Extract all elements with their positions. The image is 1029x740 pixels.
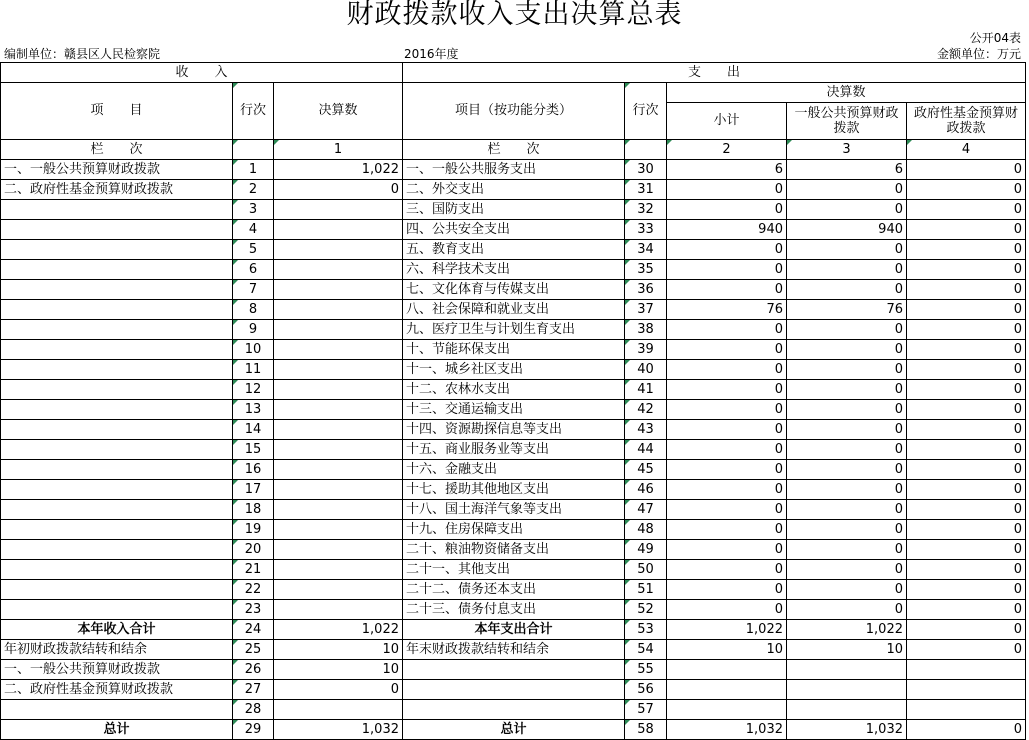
general-budget-cell: 0	[787, 560, 907, 580]
subtotal-cell: 0	[667, 340, 787, 360]
expense-row-number-cell: 52	[625, 600, 667, 620]
general-budget-cell: 0	[787, 360, 907, 380]
general-budget-cell: 0	[787, 460, 907, 480]
income-item-cell	[1, 500, 233, 520]
income-row-number-cell: 16	[233, 460, 274, 480]
fund-budget-cell: 0	[907, 200, 1026, 220]
general-budget-cell	[787, 700, 907, 720]
income-amount-cell	[274, 200, 403, 220]
subtotal-cell: 76	[667, 300, 787, 320]
income-item-cell: 本年收入合计	[1, 620, 233, 640]
subtotal-cell: 0	[667, 360, 787, 380]
expense-row-number-cell: 35	[625, 260, 667, 280]
income-row-number-cell: 7	[233, 280, 274, 300]
expense-header: 支 出	[403, 63, 1026, 83]
expense-item-cell: 十一、城乡社区支出	[403, 360, 625, 380]
expense-item-cell: 二十三、债务付息支出	[403, 600, 625, 620]
fund-budget-cell: 0	[907, 220, 1026, 240]
income-row-number-cell: 18	[233, 500, 274, 520]
subtotal-cell: 0	[667, 400, 787, 420]
fund-budget-header: 政府性基金预算财政拨款	[907, 103, 1026, 140]
table-row	[1, 500, 1026, 520]
income-item-cell	[1, 360, 233, 380]
fund-budget-cell: 0	[907, 380, 1026, 400]
income-amount-cell	[274, 280, 403, 300]
income-amount-cell	[274, 700, 403, 720]
income-item-cell	[1, 380, 233, 400]
general-budget-cell: 0	[787, 240, 907, 260]
income-item-cell	[1, 540, 233, 560]
general-budget-cell: 0	[787, 400, 907, 420]
income-row-number-cell: 10	[233, 340, 274, 360]
income-row-number-cell: 14	[233, 420, 274, 440]
income-row-no-header: 行次	[233, 83, 274, 140]
expense-row-number-cell: 37	[625, 300, 667, 320]
income-amount-cell: 0	[274, 180, 403, 200]
subtotal-cell: 0	[667, 200, 787, 220]
income-item-cell	[1, 200, 233, 220]
income-item-cell	[1, 520, 233, 540]
income-amount-cell	[274, 400, 403, 420]
income-amount-cell: 0	[274, 680, 403, 700]
expense-row-no-header: 行次	[625, 83, 667, 140]
table-row	[1, 680, 1026, 700]
table-row	[1, 700, 1026, 720]
fund-budget-cell: 0	[907, 320, 1026, 340]
expense-row-number-cell: 53	[625, 620, 667, 640]
expense-row-number-cell: 47	[625, 500, 667, 520]
table-row	[1, 400, 1026, 420]
income-amount-cell	[274, 480, 403, 500]
income-item-cell	[1, 280, 233, 300]
income-row-number-cell: 23	[233, 600, 274, 620]
income-item-cell	[1, 260, 233, 280]
expense-item-cell: 十七、援助其他地区支出	[403, 480, 625, 500]
income-amount-cell	[274, 220, 403, 240]
table-row	[1, 220, 1026, 240]
table-row	[1, 300, 1026, 320]
income-amount-cell	[274, 340, 403, 360]
expense-row-number-cell: 49	[625, 540, 667, 560]
expense-item-cell: 十八、国土海洋气象等支出	[403, 500, 625, 520]
currency-unit: 金额单位：万元	[936, 47, 1021, 61]
fund-budget-cell	[907, 700, 1026, 720]
expense-row-number-cell: 41	[625, 380, 667, 400]
income-item-cell	[1, 440, 233, 460]
general-budget-cell: 1,032	[787, 720, 907, 740]
expense-item-cell: 七、文化体育与传媒支出	[403, 280, 625, 300]
income-amount-cell	[274, 540, 403, 560]
expense-item-cell: 十九、住房保障支出	[403, 520, 625, 540]
table-row	[1, 540, 1026, 560]
general-budget-cell: 0	[787, 340, 907, 360]
expense-item-cell: 十三、交通运输支出	[403, 400, 625, 420]
table-row	[1, 240, 1026, 260]
fund-budget-cell: 0	[907, 260, 1026, 280]
table-row	[1, 380, 1026, 400]
income-amount-cell	[274, 580, 403, 600]
income-row-number-cell: 24	[233, 620, 274, 640]
fiscal-year: 2016年度	[404, 47, 459, 61]
fund-budget-cell: 0	[907, 460, 1026, 480]
expense-row-number-cell: 56	[625, 680, 667, 700]
fund-budget-cell	[907, 680, 1026, 700]
income-row-number-cell: 28	[233, 700, 274, 720]
fund-budget-cell: 0	[907, 640, 1026, 660]
expense-item-cell: 六、科学技术支出	[403, 260, 625, 280]
fund-budget-cell: 0	[907, 300, 1026, 320]
income-item-cell	[1, 220, 233, 240]
table-row	[1, 360, 1026, 380]
column-1-label: 1	[274, 140, 403, 160]
income-item-cell	[1, 700, 233, 720]
income-item-header: 项 目	[1, 83, 233, 140]
fund-budget-cell: 0	[907, 480, 1026, 500]
table-row	[1, 180, 1026, 200]
subtotal-cell: 0	[667, 600, 787, 620]
expense-item-cell: 十四、资源勘探信息等支出	[403, 420, 625, 440]
table-row	[1, 460, 1026, 480]
fund-budget-cell: 0	[907, 520, 1026, 540]
income-item-cell: 一、一般公共预算财政拨款	[1, 660, 233, 680]
expense-item-cell: 十六、金融支出	[403, 460, 625, 480]
expense-row-number-cell: 33	[625, 220, 667, 240]
subtotal-cell: 0	[667, 520, 787, 540]
expense-item-cell: 四、公共安全支出	[403, 220, 625, 240]
income-amount-cell: 1,032	[274, 720, 403, 740]
income-column-label: 栏 次	[1, 140, 233, 160]
expense-item-cell	[403, 660, 625, 680]
general-budget-cell: 0	[787, 380, 907, 400]
expense-item-cell: 年末财政拨款结转和结余	[403, 640, 625, 660]
expense-item-cell: 一、一般公共服务支出	[403, 160, 625, 180]
fund-budget-cell: 0	[907, 720, 1026, 740]
final-amount-group-header: 决算数	[667, 83, 1026, 103]
income-amount-cell	[274, 360, 403, 380]
income-row-number-cell: 27	[233, 680, 274, 700]
income-item-cell	[1, 580, 233, 600]
general-budget-cell: 0	[787, 280, 907, 300]
income-amount-cell	[274, 440, 403, 460]
expense-row-number-cell: 30	[625, 160, 667, 180]
expense-row-number-cell: 45	[625, 460, 667, 480]
income-amount-cell	[274, 600, 403, 620]
expense-row-number-cell: 34	[625, 240, 667, 260]
general-budget-cell: 0	[787, 480, 907, 500]
income-item-cell: 一、一般公共预算财政拨款	[1, 160, 233, 180]
subtotal-cell	[667, 680, 787, 700]
table-row	[1, 280, 1026, 300]
expense-item-cell	[403, 680, 625, 700]
expense-row-number-cell: 43	[625, 420, 667, 440]
income-amount-cell: 1,022	[274, 160, 403, 180]
income-row-number-cell: 21	[233, 560, 274, 580]
income-row-number-cell: 4	[233, 220, 274, 240]
subtotal-cell	[667, 700, 787, 720]
income-row-number-cell: 2	[233, 180, 274, 200]
subtotal-cell: 0	[667, 580, 787, 600]
expense-row-number-cell: 42	[625, 400, 667, 420]
income-item-cell: 二、政府性基金预算财政拨款	[1, 180, 233, 200]
table-row	[1, 580, 1026, 600]
fund-budget-cell: 0	[907, 500, 1026, 520]
subtotal-cell: 0	[667, 320, 787, 340]
general-budget-cell: 0	[787, 580, 907, 600]
income-item-cell	[1, 480, 233, 500]
income-item-cell	[1, 560, 233, 580]
income-row-number-cell: 11	[233, 360, 274, 380]
subtotal-cell: 10	[667, 640, 787, 660]
expense-item-cell: 十二、农林水支出	[403, 380, 625, 400]
expense-row-number-cell: 39	[625, 340, 667, 360]
expense-row-number-cell: 44	[625, 440, 667, 460]
expense-item-cell: 二十二、债务还本支出	[403, 580, 625, 600]
expense-row-number-cell: 57	[625, 700, 667, 720]
compiling-unit: 编制单位：赣县区人民检察院	[4, 47, 161, 61]
general-budget-cell	[787, 660, 907, 680]
general-budget-cell: 0	[787, 420, 907, 440]
table-row	[1, 520, 1026, 540]
subtotal-cell: 6	[667, 160, 787, 180]
income-row-number-cell: 15	[233, 440, 274, 460]
table-row	[1, 440, 1026, 460]
expense-row-number-cell: 38	[625, 320, 667, 340]
fund-budget-cell	[907, 660, 1026, 680]
table-row	[1, 560, 1026, 580]
income-amount-cell	[274, 240, 403, 260]
income-item-cell	[1, 460, 233, 480]
table-row	[1, 200, 1026, 220]
subtotal-cell: 0	[667, 480, 787, 500]
expense-item-cell: 本年支出合计	[403, 620, 625, 640]
general-budget-cell: 76	[787, 300, 907, 320]
general-budget-cell: 0	[787, 260, 907, 280]
income-row-number-cell: 20	[233, 540, 274, 560]
subtotal-cell: 0	[667, 460, 787, 480]
table-row	[1, 620, 1026, 640]
fund-budget-cell: 0	[907, 580, 1026, 600]
budget-summary-table	[0, 62, 1026, 740]
expense-row-number-cell: 40	[625, 360, 667, 380]
income-amount-cell	[274, 520, 403, 540]
expense-item-cell: 二、外交支出	[403, 180, 625, 200]
expense-column-label: 栏 次	[403, 140, 625, 160]
column-2-label: 2	[667, 140, 787, 160]
income-item-cell	[1, 340, 233, 360]
expense-item-cell: 九、医疗卫生与计划生育支出	[403, 320, 625, 340]
expense-row-number-cell: 54	[625, 640, 667, 660]
expense-item-cell: 二十一、其他支出	[403, 560, 625, 580]
income-item-cell	[1, 600, 233, 620]
subtotal-cell: 0	[667, 180, 787, 200]
expense-row-number-cell: 51	[625, 580, 667, 600]
income-row-number-cell: 6	[233, 260, 274, 280]
table-row	[1, 160, 1026, 180]
table-row	[1, 660, 1026, 680]
expense-item-cell: 五、教育支出	[403, 240, 625, 260]
general-budget-cell: 10	[787, 640, 907, 660]
report-title: 财政拨款收入支出决算总表	[346, 0, 683, 30]
expense-row-number-cell: 46	[625, 480, 667, 500]
income-amount-header: 决算数	[274, 83, 403, 140]
table-row	[1, 640, 1026, 660]
general-budget-cell: 0	[787, 440, 907, 460]
table-row	[1, 600, 1026, 620]
subtotal-header: 小计	[667, 103, 787, 140]
form-code: 公开04表	[969, 31, 1021, 45]
table-row	[1, 720, 1026, 740]
income-column-blank	[233, 140, 274, 160]
expense-item-cell: 八、社会保障和就业支出	[403, 300, 625, 320]
general-budget-cell	[787, 680, 907, 700]
table-row	[1, 480, 1026, 500]
table-row	[1, 420, 1026, 440]
income-row-number-cell: 9	[233, 320, 274, 340]
income-amount-cell: 10	[274, 660, 403, 680]
subtotal-cell: 0	[667, 560, 787, 580]
expense-row-number-cell: 50	[625, 560, 667, 580]
expense-item-cell: 十、节能环保支出	[403, 340, 625, 360]
expense-column-blank	[625, 140, 667, 160]
income-item-cell	[1, 320, 233, 340]
income-amount-cell	[274, 380, 403, 400]
fund-budget-cell: 0	[907, 340, 1026, 360]
income-row-number-cell: 26	[233, 660, 274, 680]
income-amount-cell	[274, 560, 403, 580]
income-amount-cell	[274, 500, 403, 520]
income-amount-cell: 1,022	[274, 620, 403, 640]
general-budget-cell: 0	[787, 180, 907, 200]
income-row-number-cell: 8	[233, 300, 274, 320]
income-row-number-cell: 25	[233, 640, 274, 660]
fund-budget-cell: 0	[907, 540, 1026, 560]
income-row-number-cell: 12	[233, 380, 274, 400]
income-row-number-cell: 29	[233, 720, 274, 740]
column-3-label: 3	[787, 140, 907, 160]
expense-row-number-cell: 58	[625, 720, 667, 740]
fund-budget-cell: 0	[907, 600, 1026, 620]
expense-row-number-cell: 36	[625, 280, 667, 300]
income-header: 收 入	[1, 63, 403, 83]
fund-budget-cell: 0	[907, 160, 1026, 180]
income-amount-cell	[274, 460, 403, 480]
income-amount-cell	[274, 320, 403, 340]
fund-budget-cell: 0	[907, 620, 1026, 640]
income-row-number-cell: 22	[233, 580, 274, 600]
expense-item-cell: 总计	[403, 720, 625, 740]
column-4-label: 4	[907, 140, 1026, 160]
income-row-number-cell: 17	[233, 480, 274, 500]
expense-item-header: 项目（按功能分类）	[403, 83, 625, 140]
subtotal-cell: 0	[667, 380, 787, 400]
income-item-cell	[1, 300, 233, 320]
table-row	[1, 320, 1026, 340]
table-row	[1, 340, 1026, 360]
subtotal-cell: 0	[667, 500, 787, 520]
fund-budget-cell: 0	[907, 240, 1026, 260]
subtotal-cell	[667, 660, 787, 680]
expense-row-number-cell: 48	[625, 520, 667, 540]
fund-budget-cell: 0	[907, 280, 1026, 300]
general-budget-cell: 0	[787, 600, 907, 620]
income-item-cell	[1, 420, 233, 440]
subtotal-cell: 0	[667, 260, 787, 280]
general-budget-cell: 0	[787, 200, 907, 220]
fund-budget-cell: 0	[907, 560, 1026, 580]
general-budget-cell: 1,022	[787, 620, 907, 640]
general-budget-cell: 6	[787, 160, 907, 180]
income-item-cell	[1, 400, 233, 420]
expense-item-cell: 十五、商业服务业等支出	[403, 440, 625, 460]
income-item-cell: 年初财政拨款结转和结余	[1, 640, 233, 660]
subtotal-cell: 1,032	[667, 720, 787, 740]
expense-row-number-cell: 31	[625, 180, 667, 200]
subtotal-cell: 0	[667, 420, 787, 440]
income-row-number-cell: 5	[233, 240, 274, 260]
fund-budget-cell: 0	[907, 440, 1026, 460]
fund-budget-cell: 0	[907, 360, 1026, 380]
income-item-cell: 二、政府性基金预算财政拨款	[1, 680, 233, 700]
income-row-number-cell: 3	[233, 200, 274, 220]
fund-budget-cell: 0	[907, 400, 1026, 420]
income-amount-cell	[274, 420, 403, 440]
expense-item-cell	[403, 700, 625, 720]
fund-budget-cell: 0	[907, 420, 1026, 440]
expense-row-number-cell: 32	[625, 200, 667, 220]
expense-item-cell: 二十、粮油物资储备支出	[403, 540, 625, 560]
general-budget-cell: 940	[787, 220, 907, 240]
income-amount-cell	[274, 300, 403, 320]
expense-item-cell: 三、国防支出	[403, 200, 625, 220]
income-row-number-cell: 1	[233, 160, 274, 180]
table-row	[1, 260, 1026, 280]
general-budget-header: 一般公共预算财政拨款	[787, 103, 907, 140]
subtotal-cell: 1,022	[667, 620, 787, 640]
general-budget-cell: 0	[787, 500, 907, 520]
subtotal-cell: 0	[667, 440, 787, 460]
income-row-number-cell: 13	[233, 400, 274, 420]
subtotal-cell: 0	[667, 280, 787, 300]
income-amount-cell: 10	[274, 640, 403, 660]
income-item-cell	[1, 240, 233, 260]
subtotal-cell: 0	[667, 240, 787, 260]
subtotal-cell: 940	[667, 220, 787, 240]
income-item-cell: 总计	[1, 720, 233, 740]
general-budget-cell: 0	[787, 540, 907, 560]
subtotal-cell: 0	[667, 540, 787, 560]
income-row-number-cell: 19	[233, 520, 274, 540]
expense-row-number-cell: 55	[625, 660, 667, 680]
general-budget-cell: 0	[787, 520, 907, 540]
income-amount-cell	[274, 260, 403, 280]
fund-budget-cell: 0	[907, 180, 1026, 200]
general-budget-cell: 0	[787, 320, 907, 340]
